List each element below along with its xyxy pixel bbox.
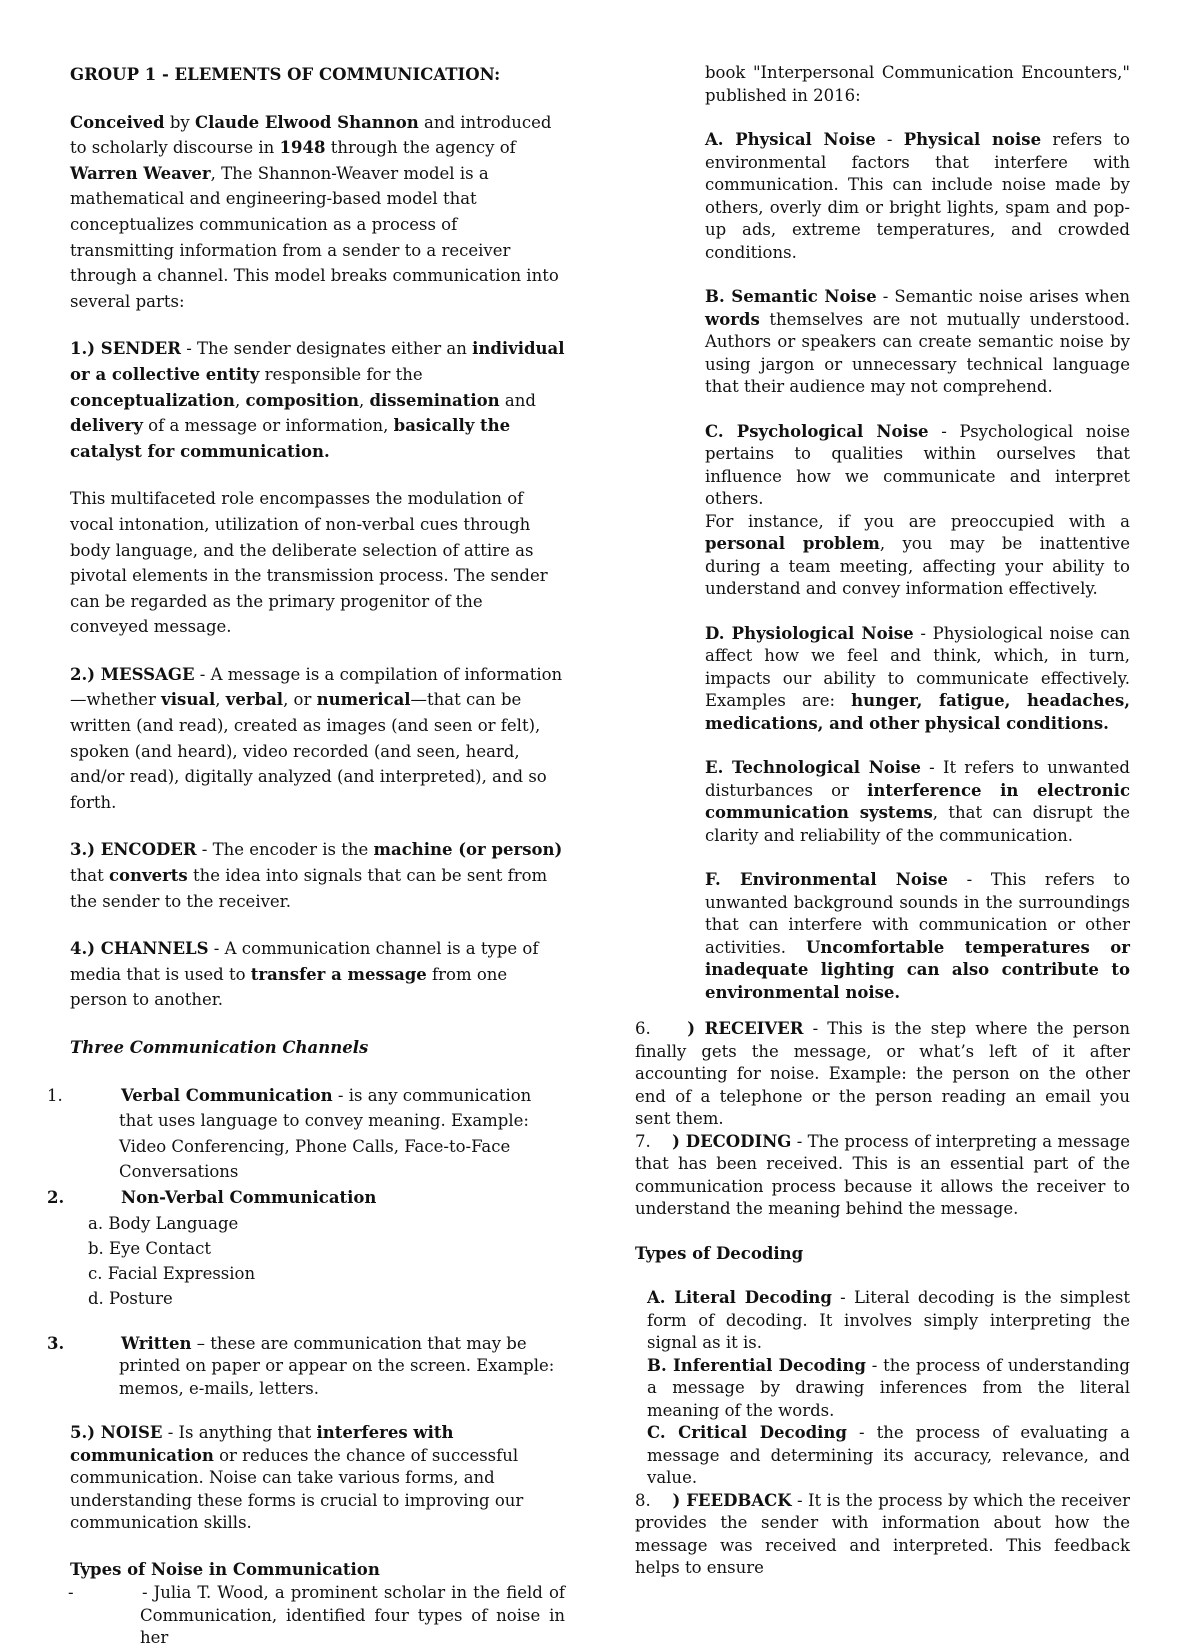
message-paragraph: 2.) MESSAGE - A message is a compilation of information—whether visual, verbal, or numerical—that can be written (and read), created as images (and seen or felt), spoken (and heard), video recorded (and seen, heard, and/or read), digitally analyzed (and interpreted), and so forth. [70,664,563,812]
list-item: c. Facial Expression [88,1263,256,1283]
semantic-noise: B. Semantic Noise - Semantic noise arises when words themselves are not mutually understood. Authors or speakers can create semantic noise by using jargon or unnecessary technical language that their audience may not comprehend. [705,287,1130,396]
channels-paragraph: 4.) CHANNELS - A communication channel is a type of media that is used to transfer a message from one person to another. [70,939,539,1010]
decoding-types-list [635,1287,1130,1490]
literal-decoding: A. Literal Decoding - Literal decoding is the simplest form of decoding. It involves simply interpreting the signal as it is. [647,1288,1130,1352]
list-item: a. Body Language [88,1213,239,1233]
physiological-noise: D. Physiological Noise - Physiological noise can affect how we feel and think, which, in turn, impacts our ability to communicate effectively. Examples are: hunger, fatigue, headaches, medications, and other physical conditions. [705,623,1131,733]
decoding-paragraph: 7. ) DECODING - The process of interpreting a message that has been received. This is an essential part of the communication process because it allows the receiver to understand the meaning behind the message. [635,1131,1130,1218]
noise-heading: Types of Noise in Communication [70,1559,380,1579]
feedback-paragraph: 8. ) FEEDBACK - It is the process by which the receiver provides the sender with information about how the message was received and interpreted. This feedback helps to ensure [635,1490,1130,1577]
receiver-paragraph: 6. ) RECEIVER - This is the step where the person finally gets the message, or what’s left of it after accounting for noise. Example: the person on the other end of a telephone or the person reading an email you sent them. [635,1019,1130,1128]
physical-noise: A. Physical Noise - Physical noise refers to environmental factors that interfere with communication. This can include noise made by others, overly dim or bright lights, spam and pop-up ads, extreme temperatures, and crowded conditions. [705,130,1130,262]
critical-decoding: C. Critical Decoding - the process of evaluating a message and determining its accuracy, relevance, and value. [647,1423,1130,1487]
left-column [47,62,565,1650]
psychological-noise-example: For instance, if you are preoccupied with a personal problem, you may be inattentive during a team meeting, affecting your ability to understand and convey information effectively. [705,511,1130,598]
sender-role-paragraph: This multifaceted role encompasses the modulation of vocal intonation, utilization of non-verbal cues through body language, and the deliberate selection of attire as pivotal elements in the transmission process. The sender can be regarded as the primary progenitor of the conveyed message. [70,489,548,637]
receiver-decoding-block [635,1018,1130,1580]
noise-paragraph: 5.) NOISE - Is anything that interferes with communication or reduces the chance of successful communication. Noise can take various forms, and understanding these forms is crucial to improving our communication skills. [70,1423,524,1533]
sender-paragraph: 1.) SENDER - The sender designates either an individual or a collective entity responsible for the conceptualization, composition, dissemination and delivery of a message or information, basically the catalyst for communication. [70,339,565,461]
page-title: GROUP 1 - ELEMENTS OF COMMUNICATION: [70,65,501,84]
list-item: 2. Non-Verbal Communication [47,1187,377,1207]
list-item: 1. Verbal Communication - is any communication that uses language to convey meaning. Example: Video Conferencing, Phone Calls, Face-to-Face Conversations [47,1085,532,1182]
list-item: 3. Written – these are communication that may be printed on paper or appear on the screen. Example: memos, e-mails, letters. [47,1333,555,1398]
channels-heading: Three Communication Channels [70,1038,369,1057]
book-reference: book "Interpersonal Communication Encounters," published in 2016: [705,63,1130,105]
technological-noise: E. Technological Noise - It refers to unwanted disturbances or interference in electronic communication systems, that can disrupt the clarity and reliability of the communication. [705,758,1130,845]
psychological-noise: C. Psychological Noise - Psychological noise pertains to qualities within ourselves that influence how we communicate and interpret others. [705,421,1130,508]
channels-list [47,1083,565,1400]
environmental-noise: F. Environmental Noise - This refers to unwanted background sounds in the surroundings that can interfere with communication or other activities. Uncomfortable temperatures or inadequate lighting can also contribute to environmental noise. [705,870,1131,1002]
right-column [635,62,1130,1580]
list-item: b. Eye Contact [88,1238,211,1258]
list-item: d. Posture [88,1288,173,1308]
decoding-types-heading: Types of Decoding [635,1243,804,1263]
julia-wood-item: - - Julia T. Wood, a prominent scholar in the field of Communication, identified four types of noise in her [68,1583,565,1648]
intro-paragraph: Conceived by Claude Elwood Shannon and introduced to scholarly discourse in 1948 through the agency of Warren Weaver, The Shannon-Weaver model is a mathematical and engineering-based model that conceptualizes communication as a process of transmitting information from a sender to a receiver through a channel. This model breaks communication into several parts: [70,112,559,311]
noise-types-block [635,62,1130,1004]
inferential-decoding: B. Inferential Decoding - the process of understanding a message by drawing inferences from the literal meaning of the words. [647,1355,1130,1420]
encoder-paragraph: 3.) ENCODER - The encoder is the machine (or person) that converts the idea into signals that can be sent from the sender to the receiver. [70,840,563,911]
